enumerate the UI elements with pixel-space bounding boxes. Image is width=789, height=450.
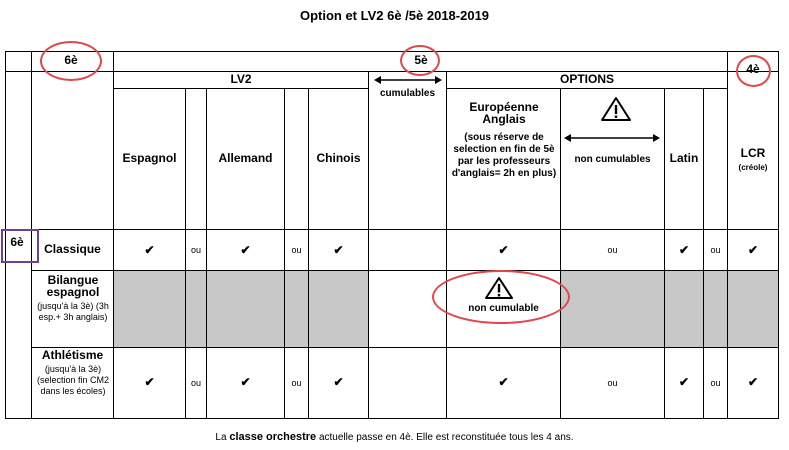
col-europeenne-note: (sous réserve de selection en fin de 5è par les professeurs d'anglais= 2h en plus) bbox=[451, 132, 557, 179]
ou-label: ou bbox=[710, 378, 721, 388]
footer-text-after: actuelle passe en 4è. Elle est reconstituée tous les 4 ans. bbox=[316, 432, 574, 443]
col-allemand: Allemand bbox=[218, 151, 273, 165]
ou-label: ou bbox=[607, 245, 618, 255]
ou-label: ou bbox=[291, 378, 302, 388]
double-arrow-icon bbox=[564, 133, 660, 143]
header-4e: 4è bbox=[746, 62, 760, 76]
highlight-circle-4e bbox=[736, 55, 771, 87]
check-icon: ✔ bbox=[498, 243, 509, 257]
gray-cell-bilangue-lv2 bbox=[114, 271, 368, 347]
double-arrow-icon bbox=[374, 75, 442, 85]
ou-label: ou bbox=[190, 245, 201, 255]
page-title: Option et LV2 6è /5è 2018-2019 bbox=[299, 8, 490, 23]
header-6e: 6è bbox=[64, 53, 78, 67]
header-lv2: LV2 bbox=[230, 72, 252, 86]
highlight-circle-5e bbox=[400, 45, 440, 76]
header-5e: 5è bbox=[414, 53, 428, 67]
row-athle-note: (jusqu'à la 3è) (selection fin CM2 dans les écoles) bbox=[36, 364, 110, 396]
footer-note bbox=[0, 431, 789, 443]
side-label-6e: 6è bbox=[10, 235, 24, 249]
check-icon: ✔ bbox=[678, 243, 690, 257]
col-espagnol: Espagnol bbox=[122, 151, 177, 165]
check-icon: ✔ bbox=[678, 375, 690, 389]
footer-text-before: La bbox=[215, 432, 230, 443]
col-europeenne: Européenne Anglais bbox=[469, 100, 539, 126]
non-cumulable-label: non cumulable bbox=[468, 303, 539, 314]
side-box-6e bbox=[1, 229, 39, 263]
check-icon: ✔ bbox=[144, 243, 155, 257]
footer-text-bold: classe orchestre bbox=[229, 431, 317, 443]
gray-cell-bilangue-lcr bbox=[728, 271, 778, 347]
row-classique: Classique bbox=[44, 242, 101, 256]
ou-label: ou bbox=[190, 378, 201, 388]
check-icon: ✔ bbox=[498, 375, 509, 389]
highlight-circle-non-cumulable bbox=[432, 270, 570, 324]
highlight-circle-6e bbox=[40, 41, 102, 81]
check-icon: ✔ bbox=[240, 375, 251, 389]
row-bilangue-note: (jusqu'à la 3è) (3h esp.+ 3h anglais) bbox=[37, 301, 109, 322]
check-icon: ✔ bbox=[747, 243, 759, 257]
col-latin: Latin bbox=[669, 151, 699, 165]
col-lcr-sub: (créole) bbox=[738, 163, 768, 172]
ou-label: ou bbox=[710, 245, 721, 255]
warning-icon bbox=[600, 96, 632, 122]
check-icon: ✔ bbox=[747, 375, 759, 389]
row-bilangue-title: Bilangue espagnol bbox=[46, 273, 100, 299]
cumulables-label: cumulables bbox=[379, 88, 436, 99]
check-icon: ✔ bbox=[333, 375, 344, 389]
row-athle-title: Athlétisme bbox=[41, 348, 104, 362]
ou-label: ou bbox=[607, 378, 618, 388]
non-cumulables-label: non cumulables bbox=[574, 154, 651, 165]
check-icon: ✔ bbox=[240, 243, 251, 257]
check-icon: ✔ bbox=[144, 375, 155, 389]
col-chinois: Chinois bbox=[316, 151, 361, 165]
ou-label: ou bbox=[291, 245, 302, 255]
check-icon: ✔ bbox=[333, 243, 344, 257]
col-lcr: LCR bbox=[740, 146, 766, 160]
header-options: OPTIONS bbox=[559, 72, 614, 86]
